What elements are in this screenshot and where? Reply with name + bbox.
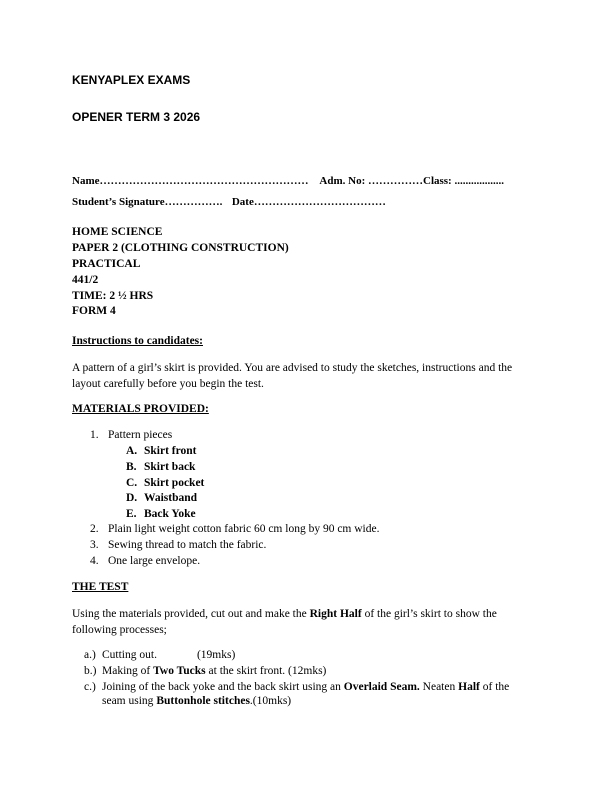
date-field: Date……………………………… [231,196,386,208]
pattern-piece-item: D. Waistband [126,492,198,504]
materials-heading: MATERIALS PROVIDED: [72,403,209,415]
pattern-piece-item: E. Back Yoke [126,508,196,520]
signature-date-line [72,196,386,208]
paper-type: PRACTICAL [72,258,141,270]
paper-title: PAPER 2 (CLOTHING CONSTRUCTION) [72,242,289,254]
pattern-piece-item: A. Skirt front [126,445,197,457]
pattern-piece-item: B. Skirt back [126,461,196,473]
test-intro: Using the materials provided, cut out and make the Right Half of the girl’s skirt to show the following processes; [72,608,497,636]
candidate-details-line [72,175,504,187]
list-item: 1. Pattern pieces [90,429,173,441]
time-allowed: TIME: 2 ½ HRS [72,290,154,302]
class-field: Class: .................. [423,175,504,187]
name-field: Name………………………………………………… [72,175,309,187]
task-b: b.) Making of Two Tucks at the skirt front. (12mks) [84,665,327,677]
form-level: FORM 4 [72,305,116,317]
exam-body: KENYAPLEX EXAMS [72,73,191,87]
task-c: c.) Joining of the back yoke and the back skirt using an Overlaid Seam. Neaten Half of the [84,681,510,693]
task-c-continued: seam using Buttonhole stitches.(10mks) [102,695,292,707]
list-item: 3. Sewing thread to match the fabric. [90,539,267,551]
adm-no-field: Adm. No: …………… [319,175,423,187]
list-item: 2. Plain light weight cotton fabric 60 cm long by 90 cm wide. [90,523,380,535]
test-heading: THE TEST [72,581,129,593]
signature-field: Student’s Signature……………. [72,196,223,208]
list-item: 4. One large envelope. [90,555,201,567]
exam-title: OPENER TERM 3 2026 [72,110,201,124]
paper-code: 441/2 [72,274,99,286]
pattern-piece-item: C. Skirt pocket [126,477,205,489]
instructions-heading: Instructions to candidates: [72,335,203,347]
task-a: a.) Cutting out. (19mks) [84,649,236,661]
subject: HOME SCIENCE [72,226,163,238]
instructions-text: A pattern of a girl’s skirt is provided. You are advised to study the sketches, instructions and the layout carefully before you begin the test. [72,362,513,390]
